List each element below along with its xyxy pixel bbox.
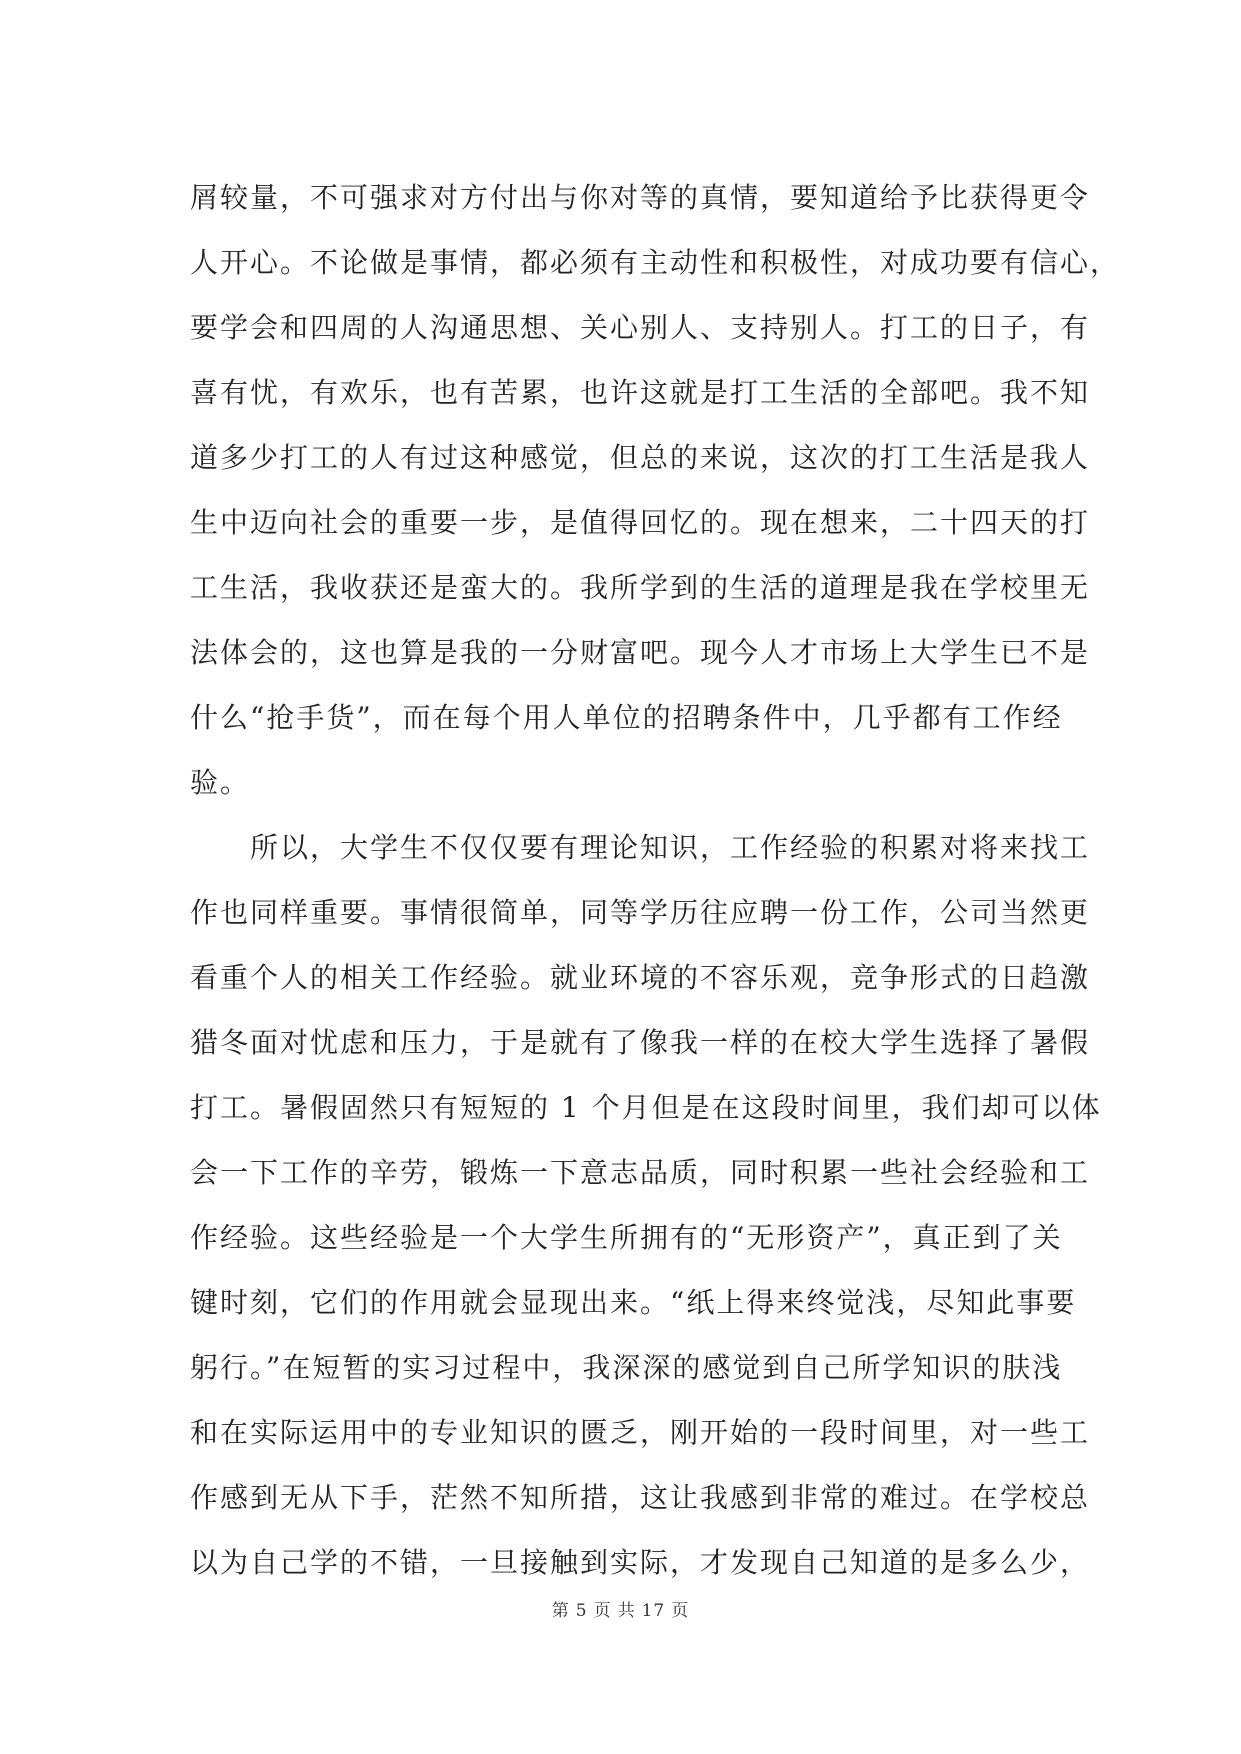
- text-line: 人开心。不论做是事情，都必须有主动性和积极性，对成功要有信心，: [190, 246, 1121, 279]
- page-footer: [0, 1596, 1241, 1621]
- text-line: 生中迈向社会的重要一步，是值得回忆的。现在想来，二十四天的打: [190, 506, 1091, 539]
- text-line: 法体会的，这也算是我的一分财富吧。现今人才市场上大学生已不是: [190, 636, 1091, 669]
- total-pages-number: 17: [641, 1601, 666, 1621]
- text-line: 和在实际运用中的专业知识的匮乏，刚开始的一段时间里，对一些工: [190, 1416, 1091, 1449]
- footer-total-prefix: 共: [617, 1601, 636, 1621]
- text-line: 喜有忧，有欢乐，也有苦累，也许这就是打工生活的全部吧。我不知: [190, 376, 1091, 409]
- text-line: 躬行。”在短暂的实习过程中，我深深的感觉到自己所学知识的肤浅: [190, 1351, 1063, 1384]
- text-line: 要学会和四周的人沟通思想、关心别人、支持别人。打工的日子，有: [190, 311, 1091, 344]
- text-line: 作经验。这些经验是一个大学生所拥有的“无形资产”，真正到了关: [190, 1221, 1063, 1254]
- text-line: 看重个人的相关工作经验。就业环境的不容乐观，竞争形式的日趋激: [190, 961, 1091, 994]
- footer-page-label: 页: [593, 1601, 612, 1621]
- text-line: 作感到无从下手，茫然不知所措，这让我感到非常的难过。在学校总: [190, 1481, 1091, 1514]
- current-page-number: 5: [575, 1601, 588, 1621]
- text-line: 会一下工作的辛劳，锻炼一下意志品质，同时积累一些社会经验和工: [190, 1156, 1091, 1189]
- footer-total-label: 页: [671, 1601, 690, 1621]
- text-line: 作也同样重要。事情很简单，同等学历往应聘一份工作，公司当然更: [190, 896, 1091, 929]
- text-line: 打工。暑假固然只有短短的 1 个月但是在这段时间里，我们却可以体: [190, 1091, 1102, 1124]
- text-line: 验。: [190, 766, 251, 799]
- text-line: 猎冬面对忧虑和压力，于是就有了像我一样的在校大学生选择了暑假: [190, 1026, 1091, 1059]
- body-text: [190, 165, 1121, 1595]
- text-line: 键时刻，它们的作用就会显现出来。“纸上得来终觉浅，尽知此事要: [190, 1286, 1077, 1319]
- text-line: 屑较量，不可强求对方付出与你对等的真情，要知道给予比获得更令: [190, 181, 1091, 214]
- text-line: 工生活，我收获还是蛮大的。我所学到的生活的道理是我在学校里无: [190, 571, 1091, 604]
- text-line: 道多少打工的人有过这种感觉，但总的来说，这次的打工生活是我人: [190, 441, 1091, 474]
- text-line: 什么“抢手货”，而在每个用人单位的招聘条件中，几乎都有工作经: [190, 701, 1063, 734]
- text-line: 所以，大学生不仅仅要有理论知识，工作经验的积累对将来找工: [190, 831, 1091, 864]
- footer-prefix: 第: [551, 1601, 570, 1621]
- text-line: 以为自己学的不错，一旦接触到实际，才发现自己知道的是多么少，: [190, 1546, 1091, 1579]
